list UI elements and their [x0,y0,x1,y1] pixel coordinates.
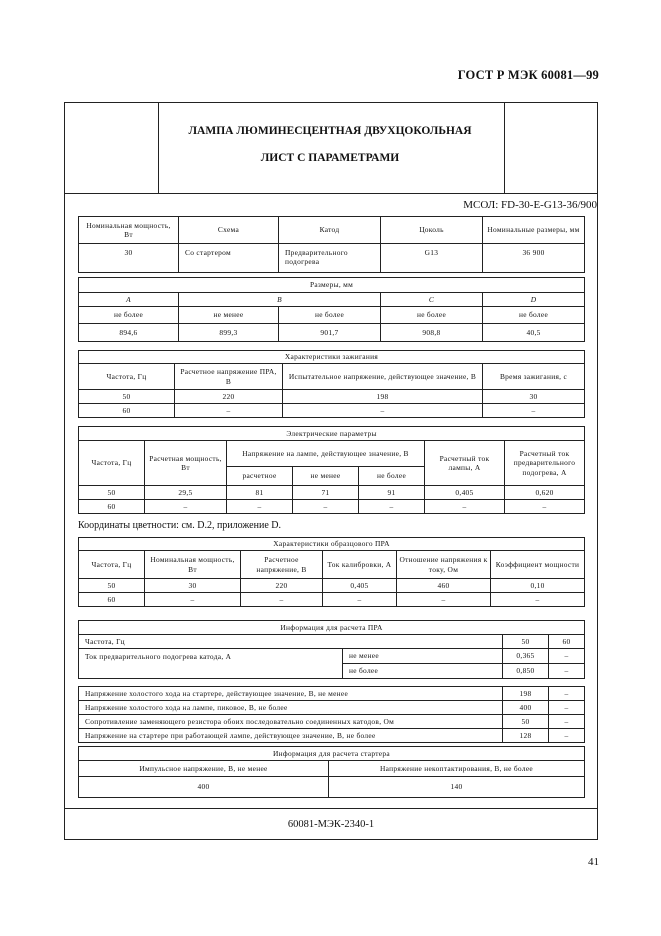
table-cell: Предварительного подогрева [279,244,381,273]
table-cell: не менее [179,307,279,324]
table-cell: Напряжение холостого хода на стартере, действующее значение, В, не менее [79,687,503,701]
table-cell: – [491,593,585,607]
title-block-left-cell [64,102,159,194]
table-cell: 198 [503,687,549,701]
table-title: Информация для расчета ПРА [79,621,585,635]
header-cell: Расчетное напряжение, В [241,551,323,579]
table-cell: – [145,593,241,607]
table-cell: 81 [227,486,293,500]
header-cell: Расчетный ток предварительного подогрева, А [505,441,585,486]
title-block [64,102,598,194]
table-cell: 908,8 [381,324,483,342]
header-cell: Коэффициент мощности [491,551,585,579]
lamp-code: МСОЛ: FD-30-E-G13-36/900 [463,199,597,211]
table-cell: 0,850 [503,664,549,679]
table-cell: – [549,664,585,679]
header-cell: Частота, Гц [79,364,175,390]
footer-divider [64,808,598,809]
header-cell: Отношение напряжения к току, Ом [397,551,491,579]
header-cell: Номинальные размеры, мм [483,217,585,244]
table-cell: 29,5 [145,486,227,500]
table-cell: 460 [397,579,491,593]
header-cell: Расчетная мощность, Вт [145,441,227,486]
table-cell: – [293,500,359,514]
column-label: D [483,293,585,307]
sheet-number: 60081-МЭК-2340-1 [287,819,375,830]
table-cell: G13 [381,244,483,273]
header-cell: Расчетный ток лампы, А [425,441,505,486]
table-title: Характеристики образцового ПРА [79,538,585,551]
sheet-subtitle: ЛИСТ С ПАРАМЕТРАМИ [260,152,400,164]
header-cell: Частота, Гц [79,441,145,486]
table-cell: 60 [79,593,145,607]
sub-header-cell: расчетное [227,467,293,486]
table-cell: – [483,404,585,418]
ballast-design-table [78,620,585,743]
table-cell: Ток предварительного подогрева катода, А [79,649,343,679]
header-cell: Расчетное напряжение ПРА, В [175,364,283,390]
table-cell: 0,405 [323,579,397,593]
table-cell: 901,7 [279,324,381,342]
table-title: Размеры, мм [79,278,585,293]
header-cell: Импульсное напряжение, В, не менее [79,761,329,777]
table-cell: – [145,500,227,514]
table-cell: – [175,404,283,418]
table-cell: 0,10 [491,579,585,593]
header-cell: Схема [179,217,279,244]
dimensions-table [78,277,585,342]
table-cell: – [549,649,585,664]
table-cell: – [283,404,483,418]
table-cell: 50 [79,486,145,500]
header-cell: Напряжение некоптактирования, В, не более [329,761,585,777]
table-cell: 198 [283,390,483,404]
header-cell: Катод [279,217,381,244]
reference-ballast-table [78,537,585,607]
table-cell: 50 [503,715,549,729]
table-cell: – [549,715,585,729]
column-label: A [79,293,179,307]
table-cell: – [359,500,425,514]
sub-header-cell: не менее [293,467,359,486]
table-cell: 220 [241,579,323,593]
table-cell: 50 [503,635,549,649]
table-cell: – [227,500,293,514]
table-cell: 50 [79,390,175,404]
table-cell: 50 [79,579,145,593]
header-cell: Время зажигания, с [483,364,585,390]
table-cell: 0,405 [425,486,505,500]
ignition-table [78,350,585,418]
table-cell: 30 [483,390,585,404]
table-cell: 899,3 [179,324,279,342]
column-label: C [381,293,483,307]
sheet-title: ЛАМПА ЛЮМИНЕСЦЕНТНАЯ ДВУХЦОКОЛЬНАЯ [188,125,472,137]
table-cell: 0,620 [505,486,585,500]
table-cell: 140 [329,777,585,798]
table-title: Информация для расчета стартера [79,747,585,761]
table-cell: 60 [549,635,585,649]
table-cell: 0,365 [503,649,549,664]
starter-design-table [78,746,585,798]
table-cell: не менее [343,649,503,664]
table-cell: 400 [79,777,329,798]
table-cell: Напряжение на стартере при работающей лампе, действующее значение, В, не более [79,729,503,743]
sub-header-cell: не более [359,467,425,486]
header-cell: Частота, Гц [79,551,145,579]
table-cell: Частота, Гц [79,635,503,649]
table-cell: не более [343,664,503,679]
header-cell: Ток калибровки, А [323,551,397,579]
column-label: B [179,293,381,307]
table-cell: – [323,593,397,607]
chromaticity-note: Координаты цветности: см. D.2, приложение D. [78,520,281,531]
table-cell: 91 [359,486,425,500]
table-cell: 30 [145,579,241,593]
table-title: Электрические параметры [79,427,585,441]
table-cell: 40,5 [483,324,585,342]
general-table [78,216,585,273]
table-cell: не более [381,307,483,324]
table-cell: 36 900 [483,244,585,273]
table-cell: не более [79,307,179,324]
table-cell: 30 [79,244,179,273]
table-cell: – [397,593,491,607]
header-cell: Номинальная мощность, Вт [145,551,241,579]
title-block-divider [64,193,598,194]
table-cell: Сопротивление заменяющего резистора обоих последовательно соединенных катодов, Ом [79,715,503,729]
table-cell: – [549,729,585,743]
header-cell: Напряжение на лампе, действующее значение, В [227,441,425,467]
table-title: Характеристики зажигания [79,351,585,364]
standard-number: ГОСТ Р МЭК 60081—99 [457,68,599,82]
header-cell: Испытательное напряжение, действующее значение, В [283,364,483,390]
page-number: 41 [588,856,599,868]
table-gap [79,679,585,687]
table-cell: – [549,701,585,715]
table-cell: 128 [503,729,549,743]
table-cell: 894,6 [79,324,179,342]
title-block-right-cell [504,102,598,194]
table-cell: – [241,593,323,607]
header-cell: Цоколь [381,217,483,244]
table-cell: 220 [175,390,283,404]
table-cell: 60 [79,500,145,514]
table-cell: – [425,500,505,514]
table-cell: не более [483,307,585,324]
table-cell: 60 [79,404,175,418]
table-cell: 71 [293,486,359,500]
header-cell: Номинальная мощность, Вт [79,217,179,244]
table-cell: 400 [503,701,549,715]
table-cell: – [505,500,585,514]
table-cell: Напряжение холостого хода на лампе, пиковое, В, не более [79,701,503,715]
table-cell: Со стартером [179,244,279,273]
table-cell: не более [279,307,381,324]
table-cell: – [549,687,585,701]
electrical-table [78,426,585,514]
